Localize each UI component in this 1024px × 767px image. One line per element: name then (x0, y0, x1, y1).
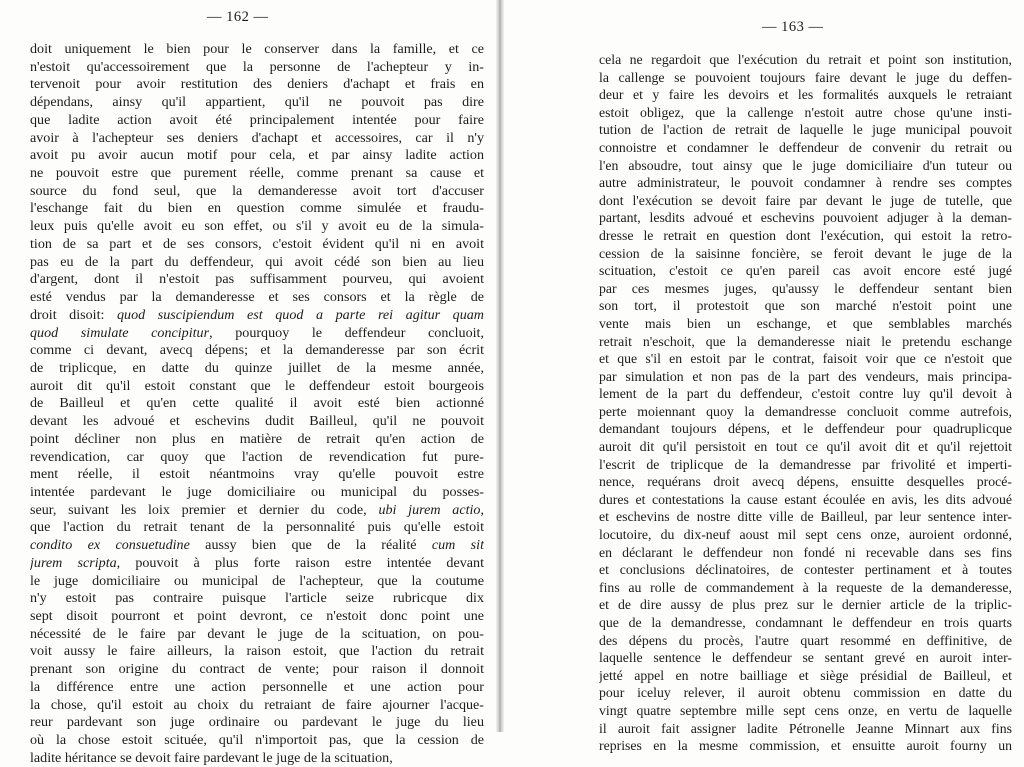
text-segment: droit disoit: (30, 306, 117, 323)
right-page (504, 0, 1024, 754)
text-line: tion de sa part et de ses consors, c'estoit évident qu'il ni en avoit (30, 235, 484, 252)
latin-phrase: quod simulate concipitur (30, 324, 210, 341)
text-line (30, 325, 484, 343)
text-line: fins au rolle de commandement à la requeste de la demanderesse, (599, 579, 1012, 595)
text-line: point décliner non plus en matière de retrait qu'en action de (30, 430, 484, 447)
text-line: estoit obligez, que la callenge n'estoit autre chose qu'une insti- (599, 104, 1012, 120)
text-segment: , pourquoy le deffendeur concluoit, (209, 324, 484, 341)
text-line: demandant toujours dépens, et le deffendeur pour quadruplicque (599, 421, 1012, 437)
text-line: son tort, il protestoit que son marché n'estoit point une (599, 298, 1012, 314)
text-line: de triplicque, en datte du quinze juillet de la mesme année, (30, 359, 484, 376)
text-line: la différence entre une action personnelle et une action pour (30, 678, 484, 695)
latin-phrase: condito ex consuetudine (30, 537, 190, 554)
text-line (30, 537, 484, 555)
text-line: et que s'il en estoit par le contrat, faisoit voir que ce n'estoit que (599, 351, 1012, 367)
text-line: n'y estoit pas contraire puisque l'article seize rubricque dix (30, 590, 484, 607)
text-line: la chose, qu'il estoit au choix du retraiant de faire ajourner l'acque- (30, 696, 484, 713)
text-line: dépendans, ainsy qu'il appartient, qu'il ne pouvoit pas dire (30, 94, 484, 111)
text-line: autre administrateur, le pouvoit condamner à rendre ses comptes (599, 175, 1012, 191)
text-line (30, 307, 484, 325)
right-page-number: — 163 — (762, 19, 824, 35)
text-line: laquelle sentence le deffendeur se sentant grevé en auroit inter- (599, 650, 1012, 666)
text-line: et de dire aussy de plus prez sur le dernier article de la triplic- (599, 597, 1012, 613)
latin-phrase: quod suscipiendum est quod a parte rei agitur quam (117, 306, 484, 323)
latin-phrase: jurem scripta (30, 554, 117, 571)
text-line: ment réelle, il estoit néantmoins vray qu'elle pouvoit estre (30, 466, 484, 483)
text-line: jetté appel en notre bailliage et siège présidial de Bailleul, et (599, 667, 1012, 683)
text-line: dures et contestations la cause estant écoulée en avis, les dits advoué (599, 491, 1012, 507)
text-line: reprises en la mesme commission, et ensuitte auroit fourny un (599, 738, 1012, 754)
text-line: connoistre et condamner le deffendeur de convenir du retrait ou (599, 139, 1012, 155)
text-line: où la chose estoit scituée, qu'il n'importoit pas, que la cession de (30, 732, 484, 749)
text-line: sept disoit pourront et point devront, ce n'estoit donc point une (30, 608, 484, 624)
text-segment: aussy bien que de la réalité (189, 537, 432, 554)
text-line: retrait n'eschoit, que la demanderesse niait le pretendu eschange (599, 333, 1012, 349)
text-line: l'eschange fait du bien en question comme simulée et fraudu- (30, 200, 484, 217)
text-line: des dépens du procès, l'autre quart resommé en deffinitive, de (599, 632, 1012, 648)
text-line: perte moiennant quoy la demandresse concluoit comme autrefois, (599, 403, 1012, 419)
text-line: dresse le retrait en question dont l'exécution, qui estoit la retro- (599, 227, 1012, 243)
text-line: revendication, car quoy que l'action de revendication fut pure- (30, 448, 484, 465)
text-line: en déclarant le deffendeur non fondé ni recevable dans ses fins (599, 544, 1012, 560)
text-line: auroit dit qu'il persistoit en tout ce qu'il avoit dit et qu'il rejettoit (599, 439, 1012, 455)
text-line: ladite héritance se devoit faire pardevant le juge de la scituation, (30, 749, 393, 766)
text-line: esté vendus par la demanderesse et ses consors et la règle de (30, 289, 484, 306)
text-line (30, 502, 484, 520)
left-page-text (30, 41, 484, 767)
text-line: et eschevins de nostre ditte ville de Bailleul, par leur sentence inter- (599, 509, 1012, 525)
text-line: que l'action du retrait tenant de la personnalité puis qu'elle estoit (30, 519, 484, 536)
text-line: source du fond seul, que la demanderesse avoit tort d'accuser (30, 182, 484, 199)
text-line: ne pouvoit estre que purement réelle, comme prenant sa cause et (30, 165, 484, 182)
text-line: que ladite action avoit été principalement intentée pour faire (30, 111, 484, 128)
text-line: cession de la saisinne foncière, se feroit devant le juge de la (599, 245, 1012, 261)
text-line: prenant son origine du contract de vente; pour raison il donnoit (30, 661, 484, 678)
text-line: nence, requérans droit avecq dépens, ensuitte desquelles procé- (599, 474, 1012, 490)
text-line: reur pardevant son juge ordinaire ou pardevant le juge du lieu (30, 714, 484, 731)
text-segment: , (480, 501, 484, 518)
text-segment: , pouvoit à plus forte raison estre intentée devant (116, 554, 484, 571)
text-line: n'estoit qu'accessoirement que la personne de l'achepteur y in- (30, 58, 484, 75)
latin-phrase: ubi jurem actio (378, 501, 481, 518)
text-line: vingt quatre septembre mille sept cens onze, en vertu de laquelle (599, 702, 1012, 718)
text-line: l'en absoudre, tout ainsy que le juge domiciliaire d'un tuteur ou (599, 157, 1012, 173)
text-line: deur et y faire les devoirs et les formalités auxquels le retraiant (599, 87, 1012, 103)
text-line: voit aussy le faire ailleurs, la raison estoit, que l'action du retrait (30, 643, 484, 660)
book-gutter (496, 0, 504, 732)
text-line: le juge domiciliaire ou municipal de l'achepteur, que la coutume (30, 572, 484, 589)
text-line: tution de l'action de retrait de laquelle le juge municipal pouvoit (599, 122, 1012, 138)
text-line: leux puis qu'elle avoit eu son effet, ou s'il y avoit eu de la simula- (30, 218, 484, 235)
text-line: par simulation et non pas de la part des vendeurs, mais principa- (599, 368, 1012, 384)
left-page (0, 0, 500, 766)
text-line: pas eu de la part du deffendeur, qui avoit cédé son bien au lieu (30, 253, 484, 270)
text-line: avoir à l'achepteur ses deniers d'achapt et accessoires, car il n'y (30, 129, 484, 146)
text-line: pour iceluy relever, il auroit obtenu commission en datte du (599, 685, 1012, 701)
text-line: de Bailleul et qu'en cette qualité il avoit esté bien actionné (30, 395, 484, 412)
text-line: nécessité de le faire par devant le juge de la scituation, on pou- (30, 625, 484, 642)
text-line: vente mais bien un eschange, et que semblables marchés (599, 315, 1012, 331)
text-line: il auroit fait assigner ladite Pétronelle Jeanne Minnart aux fins (599, 720, 1012, 736)
text-line: lement de la part du deffendeur, c'estoit contre luy qu'il devoit à (599, 386, 1012, 402)
text-line: doit uniquement le bien pour le conserver dans la famille, et ce (30, 41, 484, 57)
text-line: par ces mesmes juges, qu'aussy le deffendeur sentant bien (599, 280, 1012, 296)
text-line: scituation, c'estoit ce qu'en pareil cas avoit encore esté jugé (599, 263, 1012, 279)
text-line: dont l'exécution se devoit faire par devant le juge de tutelle, que (599, 192, 1012, 208)
left-page-number: — 162 — (207, 9, 269, 25)
latin-phrase: cum sit (431, 537, 484, 554)
text-line (30, 555, 484, 573)
text-line: d'argent, dont il n'estoit pas suffisamment pourveu, qui avoient (30, 271, 484, 288)
text-line: locutoire, du dix-neuf aoust mil sept cens onze, auroient ordonné, (599, 527, 1012, 543)
text-line: intentée pardevant le juge domiciliaire ou municipal du posses- (30, 483, 484, 500)
text-line: cela ne regardoit que l'exécution du retrait et point son institution, (599, 52, 1012, 67)
text-line: et conclusions déclinatoires, de contester pertinament et à toutes (599, 562, 1012, 578)
right-page-text (599, 51, 1012, 755)
text-line: auroit dit qu'il estoit constant que le deffendeur estoit bourgeois (30, 377, 484, 394)
text-line: partant, lesdits advoué et eschevins pouvoient adjuger à la deman- (599, 210, 1012, 226)
text-line: la callenge se pouvoient toujours faire devant le juge du deffen- (599, 69, 1012, 85)
text-line: devant les advoué et eschevins dudit Bailleul, qu'il ne pouvoit (30, 413, 484, 430)
text-line: l'escrit de triplicque de la demandresse par frivolité et imperti- (599, 456, 1012, 472)
text-line: avoit pu avoir aucun motif pour cela, et par ainsy ladite action (30, 147, 484, 164)
text-line: que de la demandresse, condamnant le deffendeur en trois quarts (599, 615, 1012, 630)
text-segment: seur, suivant les loix premier et dernier du code, (30, 501, 379, 518)
text-line: tervenoit pour avoir restitution des deniers d'achapt et frais en (30, 76, 484, 93)
text-line: comme ci devant, avecq dépens; et la demanderesse par son écrit (30, 342, 484, 359)
